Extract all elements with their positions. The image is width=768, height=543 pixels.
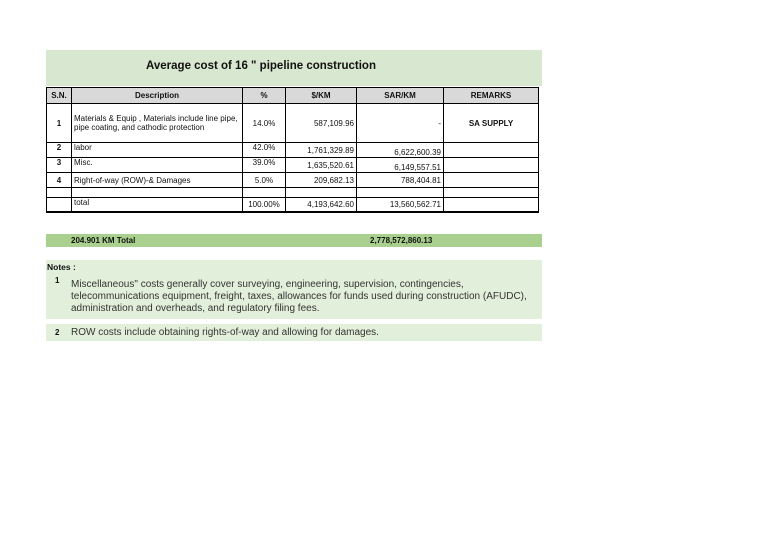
row-usd-per-km: 209,682.13 xyxy=(286,173,357,188)
row-remarks xyxy=(444,173,539,188)
row-usd-per-km: 587,109.96 xyxy=(286,104,357,143)
header-sar-per-km: SAR/KM xyxy=(357,88,444,104)
table-row xyxy=(47,143,539,158)
title-band xyxy=(46,50,542,86)
table-row xyxy=(47,158,539,173)
row-description: Materials & Equip , Materials include line pipe, pipe coating, and cathodic protection xyxy=(72,104,243,143)
row-percent: 39.0% xyxy=(243,158,286,173)
header-remarks: REMARKS xyxy=(444,88,539,104)
notes-block xyxy=(46,260,542,319)
total-usd-per-km: 4,193,642.60 xyxy=(286,198,357,213)
note-text: Miscellaneous" costs generally cover surveying, engineering, supervision, contingencies, telecommunications equipment, freight, taxes, allowances for funds used during construction (AFUDC), administration and overheads, and regulatory filing fees. xyxy=(71,279,527,314)
total-percent: 100.00% xyxy=(243,198,286,213)
header-percent: % xyxy=(243,88,286,104)
row-description: Right-of-way (ROW)-& Damages xyxy=(72,173,243,188)
notes-title: Notes : xyxy=(47,262,76,272)
row-description: labor xyxy=(72,143,243,158)
row-usd-per-km: 1,635,520.61 xyxy=(286,158,357,173)
grand-total-value: 2,778,572,860.13 xyxy=(370,236,433,245)
row-usd-per-km: 1,761,329.89 xyxy=(286,143,357,158)
row-sn: 2 xyxy=(47,143,72,158)
total-sar-per-km: 13,560,562.71 xyxy=(357,198,444,213)
row-sn: 3 xyxy=(47,158,72,173)
header-row xyxy=(47,88,539,104)
row-sn: 4 xyxy=(47,173,72,188)
grand-total-label: 204.901 KM Total xyxy=(71,236,136,245)
note-number: 1 xyxy=(55,276,60,285)
total-label: total xyxy=(72,198,243,213)
row-remarks xyxy=(444,143,539,158)
row-sar-per-km: 6,149,557.51 xyxy=(357,158,444,173)
header-description: Description xyxy=(72,88,243,104)
row-percent: 14.0% xyxy=(243,104,286,143)
total-row xyxy=(47,198,539,213)
table-row xyxy=(47,104,539,143)
row-percent: 5.0% xyxy=(243,173,286,188)
row-sar-per-km: 788,404.81 xyxy=(357,173,444,188)
row-sar-per-km: - xyxy=(357,104,444,143)
row-remarks: SA SUPPLY xyxy=(444,104,539,143)
row-percent: 42.0% xyxy=(243,143,286,158)
note-number: 2 xyxy=(55,328,60,337)
header-sn: S.N. xyxy=(47,88,72,104)
row-description: Misc. xyxy=(72,158,243,173)
note-row xyxy=(46,324,542,341)
note-text: ROW costs include obtaining rights-of-way and allowing for damages. xyxy=(71,327,379,338)
table-row xyxy=(47,173,539,188)
row-remarks xyxy=(444,158,539,173)
cost-table xyxy=(46,87,539,213)
row-sar-per-km: 6,622,600.39 xyxy=(357,143,444,158)
grand-total-band xyxy=(46,234,542,247)
blank-row xyxy=(47,188,539,198)
header-usd-per-km: $/KM xyxy=(286,88,357,104)
sheet-title: Average cost of 16 " pipeline construction xyxy=(146,60,376,72)
row-sn: 1 xyxy=(47,104,72,143)
